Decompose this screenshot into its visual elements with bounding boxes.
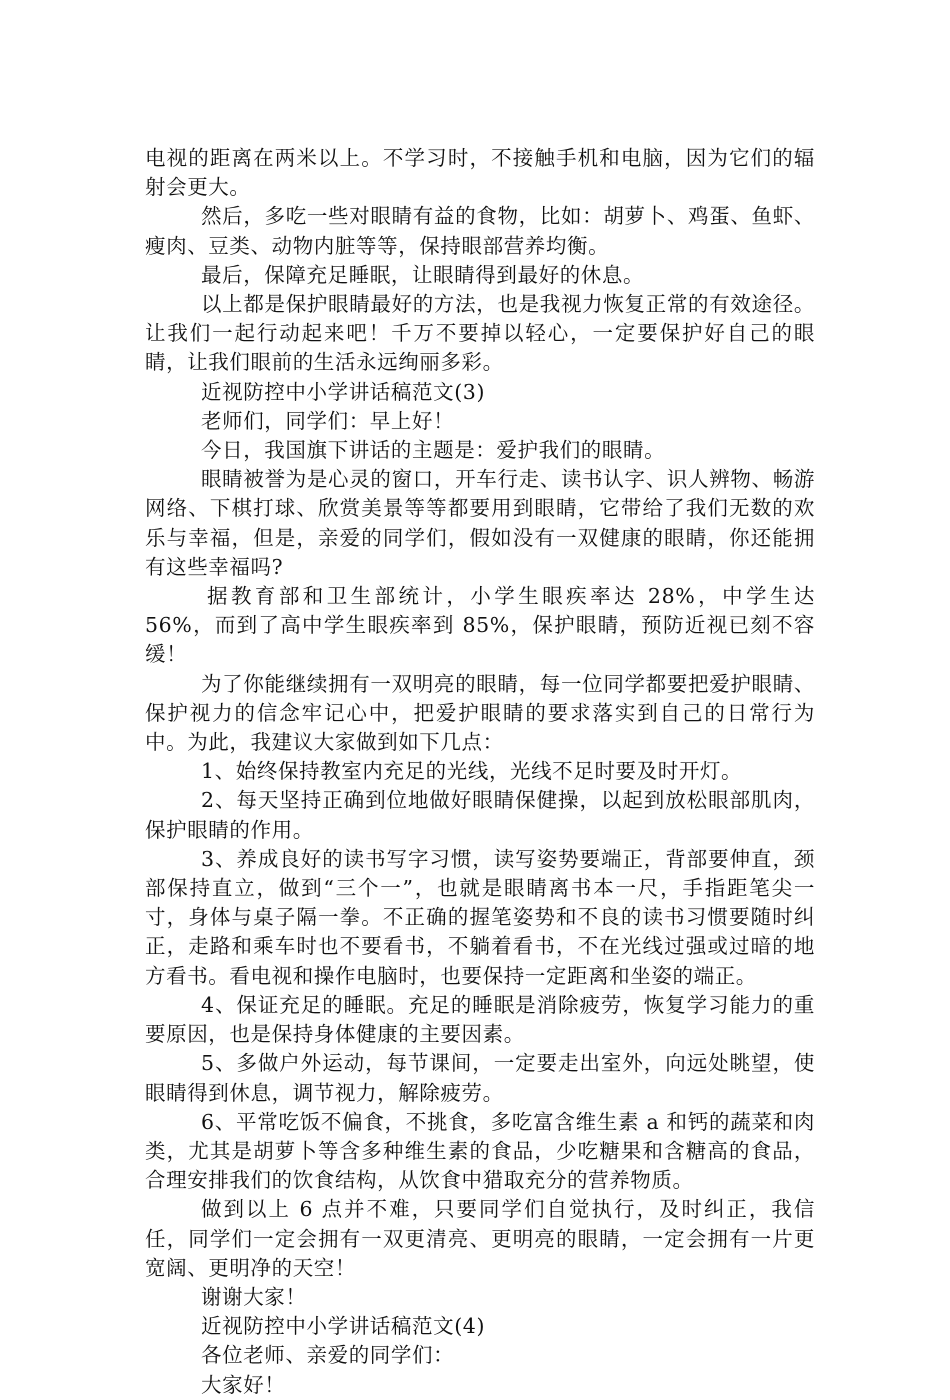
paragraph: 做到以上 6 点并不难，只要同学们自觉执行，及时纠正，我信任，同学们一定会拥有一双更清亮、更明亮的眼睛，一定会拥有一片更宽阔、更明净的天空！ [145, 1197, 815, 1280]
paragraph: 最后，保障充足睡眠，让眼睛得到最好的休息。 [201, 262, 645, 287]
greeting: 大家好！ [201, 1372, 286, 1397]
paragraph: 然后，多吃一些对眼睛有益的食物，比如：胡萝卜、鸡蛋、鱼虾、瘦肉、豆类、动物内脏等等，保持眼部营养均衡。 [145, 204, 815, 258]
section-title-4: 近视防控中小学讲话稿范文(4) [201, 1314, 486, 1339]
salutation: 老师们，同学们：早上好！ [201, 408, 455, 433]
list-item: 3、养成良好的读书写字习惯，读写姿势要端正，背部要伸直，颈部保持直立，做到“三个一”，也就是眼睛离书本一尺，手指距笔尖一寸，身体与桌子隔一拳。不正确的握笔姿势和不良的读书习惯要随时纠正，走路和乘车时也不要看书，不躺着看书，不在光线过强或过暗的地方看书。看电视和操作电脑时，也要保持一定距离和坐姿的端正。 [145, 846, 815, 988]
list-item: 4、保证充足的睡眠。充足的睡眠是消除疲劳，恢复学习能力的重要原因，也是保持身体健康的主要因素。 [145, 992, 815, 1047]
paragraph: 今日，我国旗下讲话的主题是：爱护我们的眼睛。 [201, 438, 666, 463]
section-title-3: 近视防控中小学讲话稿范文(3) [201, 379, 486, 404]
salutation: 各位老师、亲爱的同学们： [201, 1343, 455, 1368]
list-item: 1、始终保持教室内充足的光线，光线不足时要及时开灯。 [201, 759, 743, 784]
paragraph: 以上都是保护眼睛最好的方法，也是我视力恢复正常的有效途径。让我们一起行动起来吧！千万不要掉以轻心，一定要保护好自己的眼睛，让我们眼前的生活永远绚丽多彩。 [145, 292, 815, 375]
list-item: 6、平常吃饭不偏食，不挑食，多吃富含维生素 a 和钙的蔬菜和肉类，尤其是胡萝卜等含多种维生素的食品，少吃糖果和含糖高的食品，合理安排我们的饮食结构，从饮食中猎取充分的营养物质。 [145, 1109, 815, 1193]
paragraph-continued: 电视的距离在两米以上。不学习时，不接触手机和电脑，因为它们的辐射会更大。 [145, 146, 815, 200]
paragraph: 据教育部和卫生部统计，小学生眼疾率达 28%，中学生达56%，而到了高中学生眼疾率到 85%，保护眼睛，预防近视已刻不容缓！ [145, 584, 815, 667]
paragraph: 眼睛被誉为是心灵的窗口，开车行走、读书认字、识人辨物、畅游网络、下棋打球、欣赏美景等等都要用到眼睛，它带给了我们无数的欢乐与幸福，但是，亲爱的同学们，假如没有一双健康的眼睛，你还能拥有这些幸福吗? [145, 467, 815, 579]
list-item: 2、每天坚持正确到位地做好眼睛保健操，以起到放松眼部肌肉，保护眼睛的作用。 [145, 788, 815, 842]
paragraph: 为了你能继续拥有一双明亮的眼睛，每一位同学都要把爱护眼睛、保护视力的信念牢记心中，把爱护眼睛的要求落实到自己的日常行为中。为此，我建议大家做到如下几点： [145, 671, 815, 755]
closing: 谢谢大家！ [201, 1284, 307, 1309]
list-item: 5、多做户外运动，每节课间，一定要走出室外，向远处眺望，使眼睛得到休息，调节视力，解除疲劳。 [145, 1051, 815, 1105]
document-body [145, 144, 815, 1400]
